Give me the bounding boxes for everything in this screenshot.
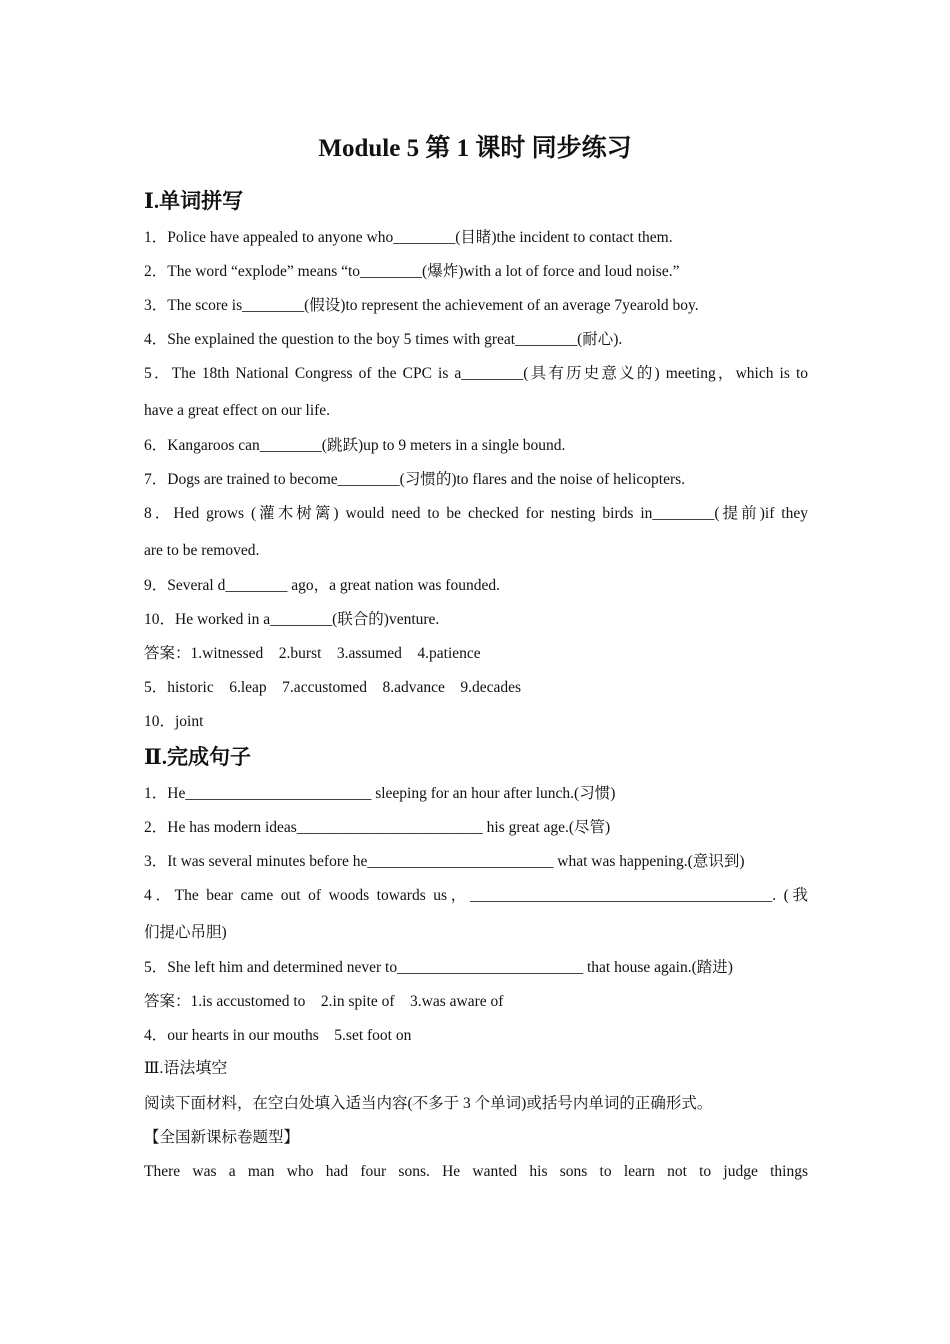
exercise-line: 7．Dogs are trained to become________(习惯的)to flares and the noise of helicopters. — [144, 471, 686, 488]
exercise-line: are to be removed. — [144, 542, 260, 559]
exercise-line: 3．It was several minutes before he________________________ what was happening.(意识到) — [144, 853, 745, 870]
section-3-heading: Ⅲ.语法填空 — [144, 1060, 228, 1077]
exercise-line: 1．He________________________ sleeping for an hour after lunch.(习惯) — [144, 785, 616, 802]
exercise-line: 4．The bear came out of woods towards us，_______________________________________. (我 — [144, 887, 808, 904]
passage-text: There was a man who had four sons. He wanted his sons to learn not to judge things — [144, 1163, 808, 1180]
exercise-line: 9．Several d________ ago，a great nation was founded. — [144, 577, 500, 594]
answer-line: 答案：1.witnessed 2.burst 3.assumed 4.patience — [144, 645, 481, 662]
exercise-line: 2．He has modern ideas________________________ his great age.(尽管) — [144, 819, 611, 836]
exercise-line: 6．Kangaroos can________(跳跃)up to 9 meters in a single bound. — [144, 437, 566, 454]
section-3-instruction: 阅读下面材料，在空白处填入适当内容(不多于 3 个单词)或括号内单词的正确形式。 — [144, 1095, 713, 1112]
exercise-line: 8．Hed grows (灌木树篱) would need to be checked for nesting birds in________(提前)if they — [144, 505, 808, 522]
exercise-line: 4．She explained the question to the boy 5 times with great________(耐心). — [144, 331, 623, 348]
section-2-heading: Ⅱ.完成句子 — [144, 745, 251, 769]
page-title: Module 5 第 1 课时 同步练习 — [318, 135, 632, 162]
exercise-line: 10．He worked in a________(联合的)venture. — [144, 611, 440, 628]
exercise-line: 3．The score is________(假设)to represent the achievement of an average 7yearold boy. — [144, 297, 699, 314]
exercise-line: 们提心吊胆) — [144, 924, 227, 941]
answer-line: 答案：1.is accustomed to 2.in spite of 3.was aware of — [144, 993, 504, 1010]
exercise-line: have a great effect on our life. — [144, 402, 331, 419]
answer-line: 4．our hearts in our mouths 5.set foot on — [144, 1027, 412, 1044]
answer-line: 5．historic 6.leap 7.accustomed 8.advance 9.decades — [144, 679, 522, 696]
exercise-line: 1．Police have appealed to anyone who________(目睹)the incident to contact them. — [144, 229, 673, 246]
exercise-line: 2．The word “explode” means “to________(爆炸)with a lot of force and loud noise.” — [144, 263, 680, 280]
answer-line: 10．joint — [144, 713, 204, 730]
exercise-line: 5．She left him and determined never to________________________ that house again.(踏进) — [144, 959, 733, 976]
question-type-tag: 【全国新课标卷题型】 — [144, 1129, 300, 1146]
section-1-heading: Ⅰ.单词拼写 — [144, 189, 244, 213]
exercise-line: 5．The 18th National Congress of the CPC is a________(具有历史意义的) meeting，which is to — [144, 365, 808, 382]
